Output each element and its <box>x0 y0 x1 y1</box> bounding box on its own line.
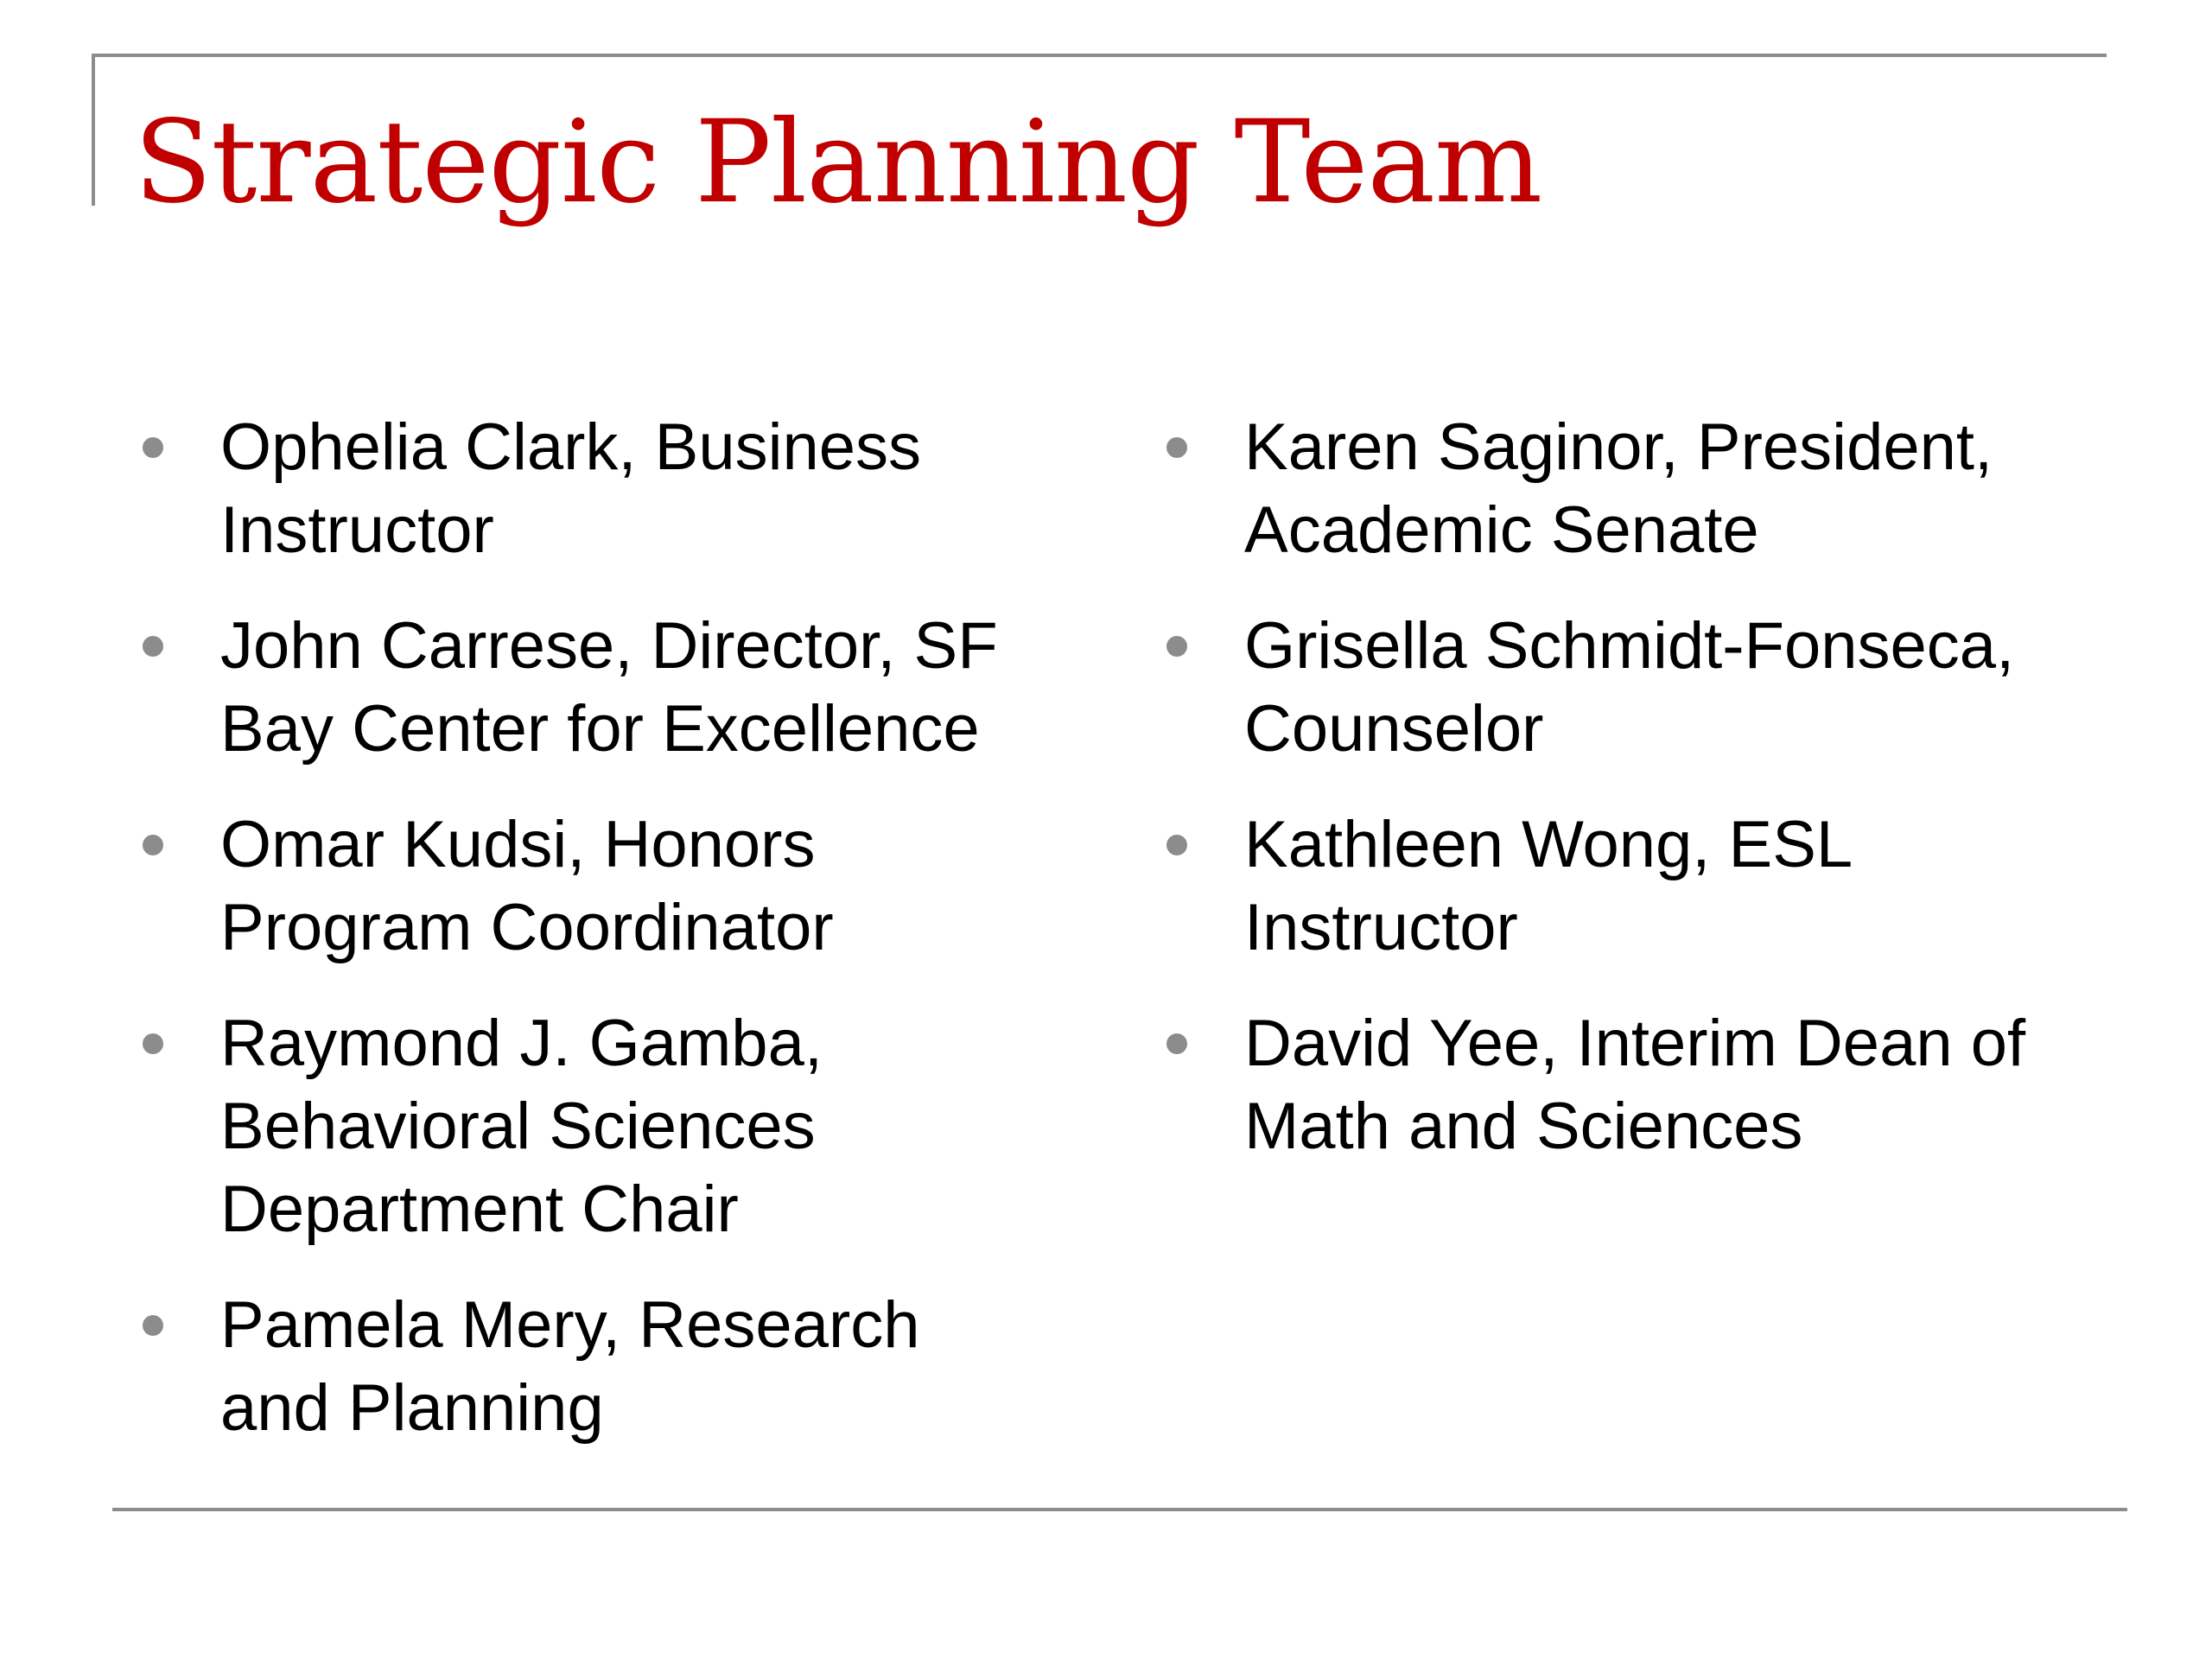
list-item <box>134 605 1050 771</box>
bullet-icon <box>1166 437 1187 458</box>
bullet-icon <box>1166 835 1187 855</box>
item-line: Karen Saginor, President, <box>1244 410 1993 484</box>
left-member-list <box>134 406 1050 1483</box>
item-line: Pamela Mery, Research <box>220 1288 920 1362</box>
top-divider-line <box>92 54 2107 57</box>
list-item <box>134 406 1050 572</box>
item-line: and Planning <box>220 1371 604 1445</box>
bullet-icon <box>143 1315 163 1336</box>
bottom-divider-line <box>112 1508 2127 1511</box>
item-line: Behavioral Sciences <box>220 1090 816 1163</box>
item-line: Grisella Schmidt-Fonseca, <box>1244 609 2015 683</box>
item-line: Program Coordinator <box>220 891 834 964</box>
item-line: John Carrese, Director, SF <box>220 609 998 683</box>
list-item <box>1158 406 2108 572</box>
list-item <box>1158 804 2108 969</box>
item-line: David Yee, Interim Dean of <box>1244 1007 2026 1080</box>
list-item <box>134 804 1050 969</box>
item-line: Academic Senate <box>1244 493 1759 567</box>
item-line: Omar Kudsi, Honors <box>220 808 816 881</box>
list-item <box>1158 605 2108 771</box>
bullet-icon <box>143 636 163 657</box>
item-line: Raymond J. Gamba, <box>220 1007 823 1080</box>
item-line: Instructor <box>1244 891 1518 964</box>
item-line: Bay Center for Excellence <box>220 692 980 766</box>
list-item <box>134 1002 1050 1251</box>
bullet-icon <box>1166 1033 1187 1054</box>
item-line: Math and Sciences <box>1244 1090 1803 1163</box>
left-divider-line <box>92 54 95 206</box>
bullet-icon <box>143 835 163 855</box>
list-item <box>134 1284 1050 1450</box>
item-line: Department Chair <box>220 1173 739 1246</box>
item-line: Ophelia Clark, Business <box>220 410 922 484</box>
right-member-list <box>1158 406 2108 1201</box>
item-line: Instructor <box>220 493 494 567</box>
item-line: Counselor <box>1244 692 1544 766</box>
bullet-icon <box>1166 636 1187 657</box>
list-item <box>1158 1002 2108 1168</box>
bullet-icon <box>143 1033 163 1054</box>
slide-title: Strategic Planning Team <box>134 96 1542 229</box>
item-line: Kathleen Wong, ESL <box>1244 808 1853 881</box>
bullet-icon <box>143 437 163 458</box>
